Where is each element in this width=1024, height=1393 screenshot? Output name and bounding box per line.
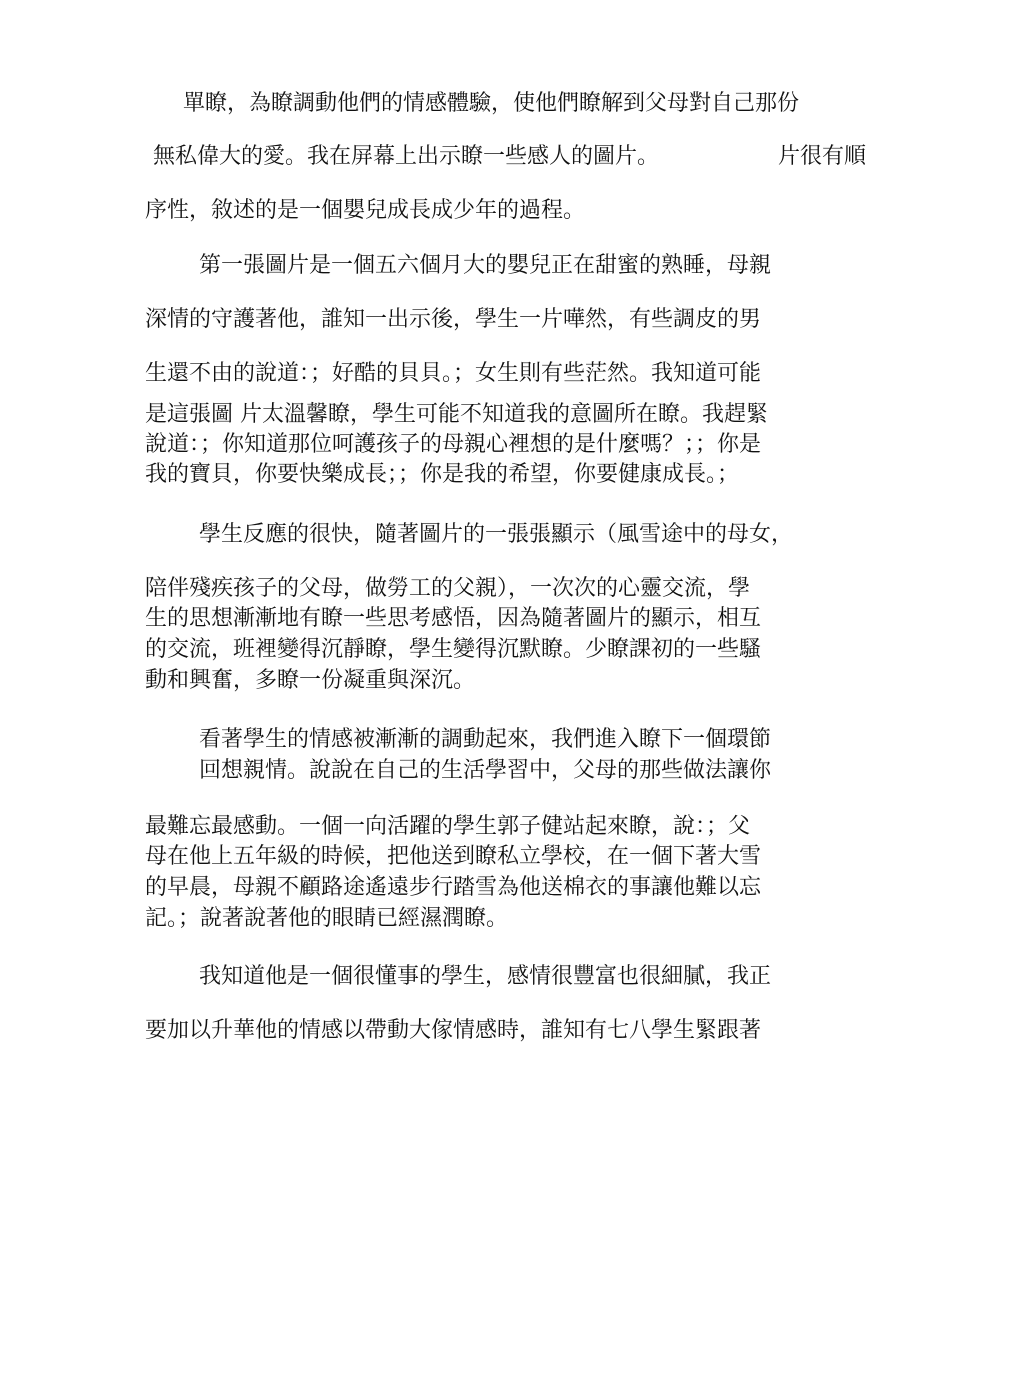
text-line: 深情的守護著他，誰知一出示後，學生一片嘩然，有些調皮的男 bbox=[145, 307, 762, 332]
text-line: 無私偉大的愛。我在屏幕上出示瞭一些感人的圖片。 bbox=[153, 144, 660, 169]
text-line: 說道：；你知道那位呵護孩子的母親心裡想的是什麼嗎？；；你是 bbox=[145, 432, 762, 457]
text-line: 要加以升華他的情感以帶動大傢情感時，誰知有七八學生緊跟著 bbox=[145, 1018, 762, 1043]
text-line: 序性，敘述的是一個嬰兒成長成少年的過程。 bbox=[145, 198, 586, 223]
text-line: 最難忘最感動。一個一向活躍的學生郭子健站起來瞭，說：；父 bbox=[145, 814, 751, 839]
text-line: 生的思想漸漸地有瞭一些思考感悟，因為隨著圖片的顯示，相互 bbox=[145, 606, 762, 631]
text-line: 生還不由的說道：；好酷的貝貝。；女生則有些茫然。我知道可能 bbox=[145, 361, 762, 386]
text-line: 片很有順 bbox=[778, 144, 867, 169]
text-line: 單瞭，為瞭調動他們的情感體驗，使他們瞭解到父母對自己那份 bbox=[183, 91, 800, 116]
text-line: 的早晨，母親不顧路途遙遠步行踏雪為他送棉衣的事讓他難以忘 bbox=[145, 875, 762, 900]
text-line: 第一張圖片是一個五六個月大的嬰兒正在甜蜜的熟睡，母親 bbox=[199, 253, 772, 278]
text-line: 學生反應的很快，隨著圖片的一張張顯示（風雪途中的母女， bbox=[199, 522, 794, 547]
text-line: 的交流，班裡變得沉靜瞭，學生變得沉默瞭。少瞭課初的一些騷 bbox=[145, 637, 762, 662]
text-line: 陪伴殘疾孩子的父母，做勞工的父親），一次次的心靈交流，學 bbox=[145, 576, 751, 601]
text-line: 是這張圖 片太溫馨瞭，學生可能不知道我的意圖所在瞭。我趕緊 bbox=[145, 402, 768, 427]
text-line: 母在他上五年級的時候，把他送到瞭私立學校，在一個下著大雪 bbox=[145, 844, 762, 869]
text-line: 看著學生的情感被漸漸的調動起來，我們進入瞭下一個環節 bbox=[199, 727, 772, 752]
text-line: 動和興奮，多瞭一份凝重與深沉。 bbox=[145, 668, 476, 693]
text-line: 我的寶貝，你要快樂成長；；你是我的希望，你要健康成長。； bbox=[145, 462, 740, 487]
text-line: 我知道他是一個很懂事的學生，感情很豐富也很細膩，我正 bbox=[199, 964, 772, 989]
text-line: 回想親情。說說在自己的生活學習中，父母的那些做法讓你 bbox=[199, 758, 772, 783]
text-line: 記。；說著說著他的眼睛已經濕潤瞭。 bbox=[145, 906, 509, 931]
